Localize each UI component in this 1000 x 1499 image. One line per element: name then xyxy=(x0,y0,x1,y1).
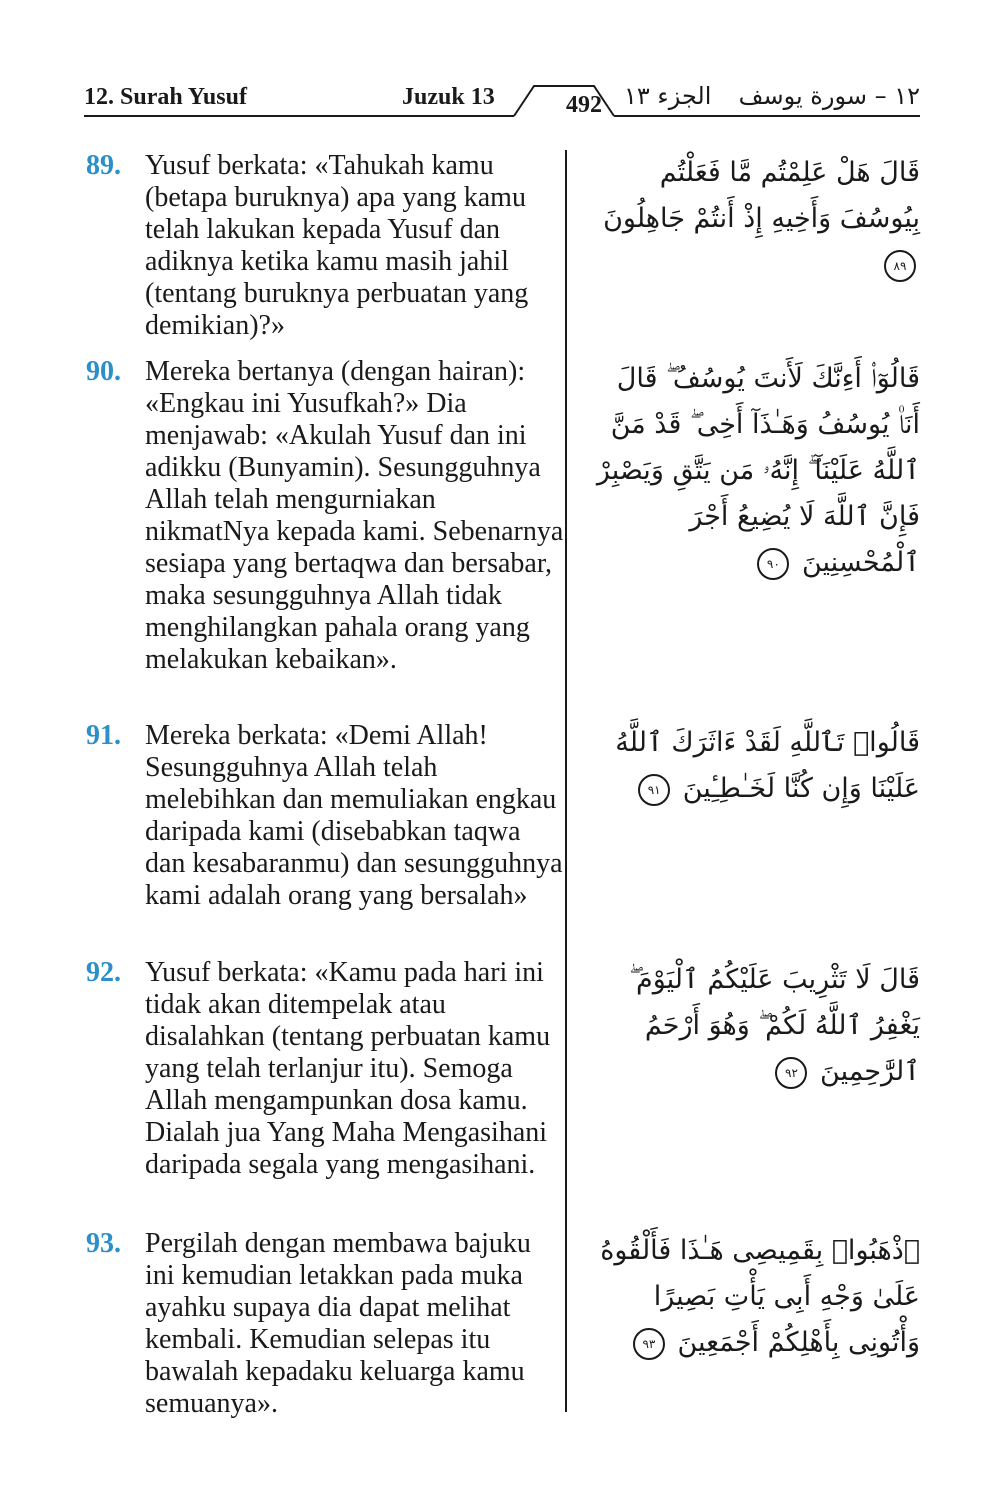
verse-number: 89. xyxy=(86,150,121,181)
verse-translation: Yusuf berkata: «Tahukah kamu (betapa buruknya) apa yang kamu telah lakukan kepada Yusuf dan adiknya ketika kamu masih jahil (tentang buruknya perbuatan yang demikian)?» xyxy=(145,150,529,341)
verse-number: 90. xyxy=(86,356,121,387)
surah-title-arabic: ١٢ – سورة يوسف xyxy=(738,82,920,110)
verse-translation: Mereka berkata: «Demi Allah! Sesungguhnya Allah telah melebihkan dan memuliakan engkau daripada kami (disebabkan taqwa dan kesabaranmu) dan sesungguhnya kami adalah orang yang bersalah» xyxy=(145,720,563,911)
ayah-end-marker: ٩٢ xyxy=(775,1057,807,1089)
verse-translation: Mereka bertanya (dengan hairan): «Engkau ini Yusufkah?» Dia menjawab: «Akulah Yusuf dan ini adikku (Bunyamin). Sesungguhnya Allah telah mengurniakan nikmatNya kepada kami. Sebenarnya sesiapa yang bertaqwa dan bersabar, maka sesungguhnya Allah tidak menghilangkan pahala orang yang melakukan kebaikan». xyxy=(145,356,564,675)
ayah-end-marker: ٨٩ xyxy=(884,250,916,282)
juz-label-latin: Juzuk 13 xyxy=(402,84,495,110)
ayah-end-marker: ٩٣ xyxy=(633,1328,665,1360)
ayah-end-marker: ٩١ xyxy=(638,774,670,806)
column-divider xyxy=(565,150,567,1412)
verse-translation: Pergilah dengan membawa bajuku ini kemudian letakkan pada muka ayahku supaya dia dapat melihat kembali. Kemudian selepas itu bawalah kepadaku keluarga kamu semuanya». xyxy=(145,1228,531,1419)
surah-title-latin: 12. Surah Yusuf xyxy=(84,84,247,110)
page-header xyxy=(84,82,920,118)
verse-arabic xyxy=(590,1228,920,1366)
arabic-text: قَالَ لَا تَثْرِيبَ عَلَيْكُمُ ٱلْيَوْمَ ۖ يَغْفِرُ ٱللَّهُ لَكُمْ ۖ وَهُوَ أَرْحَمُ ٱلرَّٰحِمِينَ xyxy=(629,964,920,1087)
verse-arabic xyxy=(590,957,920,1095)
arabic-text: قَالُوٓا۟ أَءِنَّكَ لَأَنتَ يُوسُفُ ۖ قَالَ أَنَا۠ يُوسُفُ وَهَـٰذَآ أَخِى ۖ قَدْ مَنَّ ٱللَّهُ عَلَيْنَآ ۖ إِنَّهُۥ مَن يَتَّقِ وَيَصْبِرْ فَإِنَّ ٱللَّهَ لَا يُضِيعُ أَجْرَ ٱلْمُحْسِنِينَ xyxy=(596,363,920,578)
verse-arabic xyxy=(590,720,920,812)
arabic-text: ٱذْهَبُوا۟ بِقَمِيصِى هَـٰذَا فَأَلْقُوهُ عَلَىٰ وَجْهِ أَبِى يَأْتِ بَصِيرًا وَأْتُونِى بِأَهْلِكُمْ أَجْمَعِينَ xyxy=(600,1235,920,1358)
ayah-end-marker: ٩٠ xyxy=(757,548,789,580)
verse-number: 93. xyxy=(86,1228,121,1259)
verse-number: 91. xyxy=(86,720,121,751)
arabic-text: قَالَ هَلْ عَلِمْتُم مَّا فَعَلْتُم بِيُوسُفَ وَأَخِيهِ إِذْ أَنتُمْ جَاهِلُونَ xyxy=(603,157,920,234)
arabic-text: قَالُوا۟ تَٱللَّهِ لَقَدْ ءَاثَرَكَ ٱللَّهُ عَلَيْنَا وَإِن كُنَّا لَخَـٰطِـِٔينَ xyxy=(615,727,920,804)
page-number: 492 xyxy=(566,92,602,118)
verse-arabic xyxy=(590,356,920,586)
verse-number: 92. xyxy=(86,957,121,988)
verse-arabic xyxy=(590,150,920,288)
verse-translation: Yusuf berkata: «Kamu pada hari ini tidak akan ditempelak atau disalahkan (tentang perbuatan kamu yang telah terlanjur itu). Semoga Allah mengampunkan dosa kamu. Dialah jua Yang Maha Mengasihani daripada segala yang mengasihani. xyxy=(145,957,551,1180)
juz-label-arabic: الجزء ١٣ xyxy=(624,82,712,110)
